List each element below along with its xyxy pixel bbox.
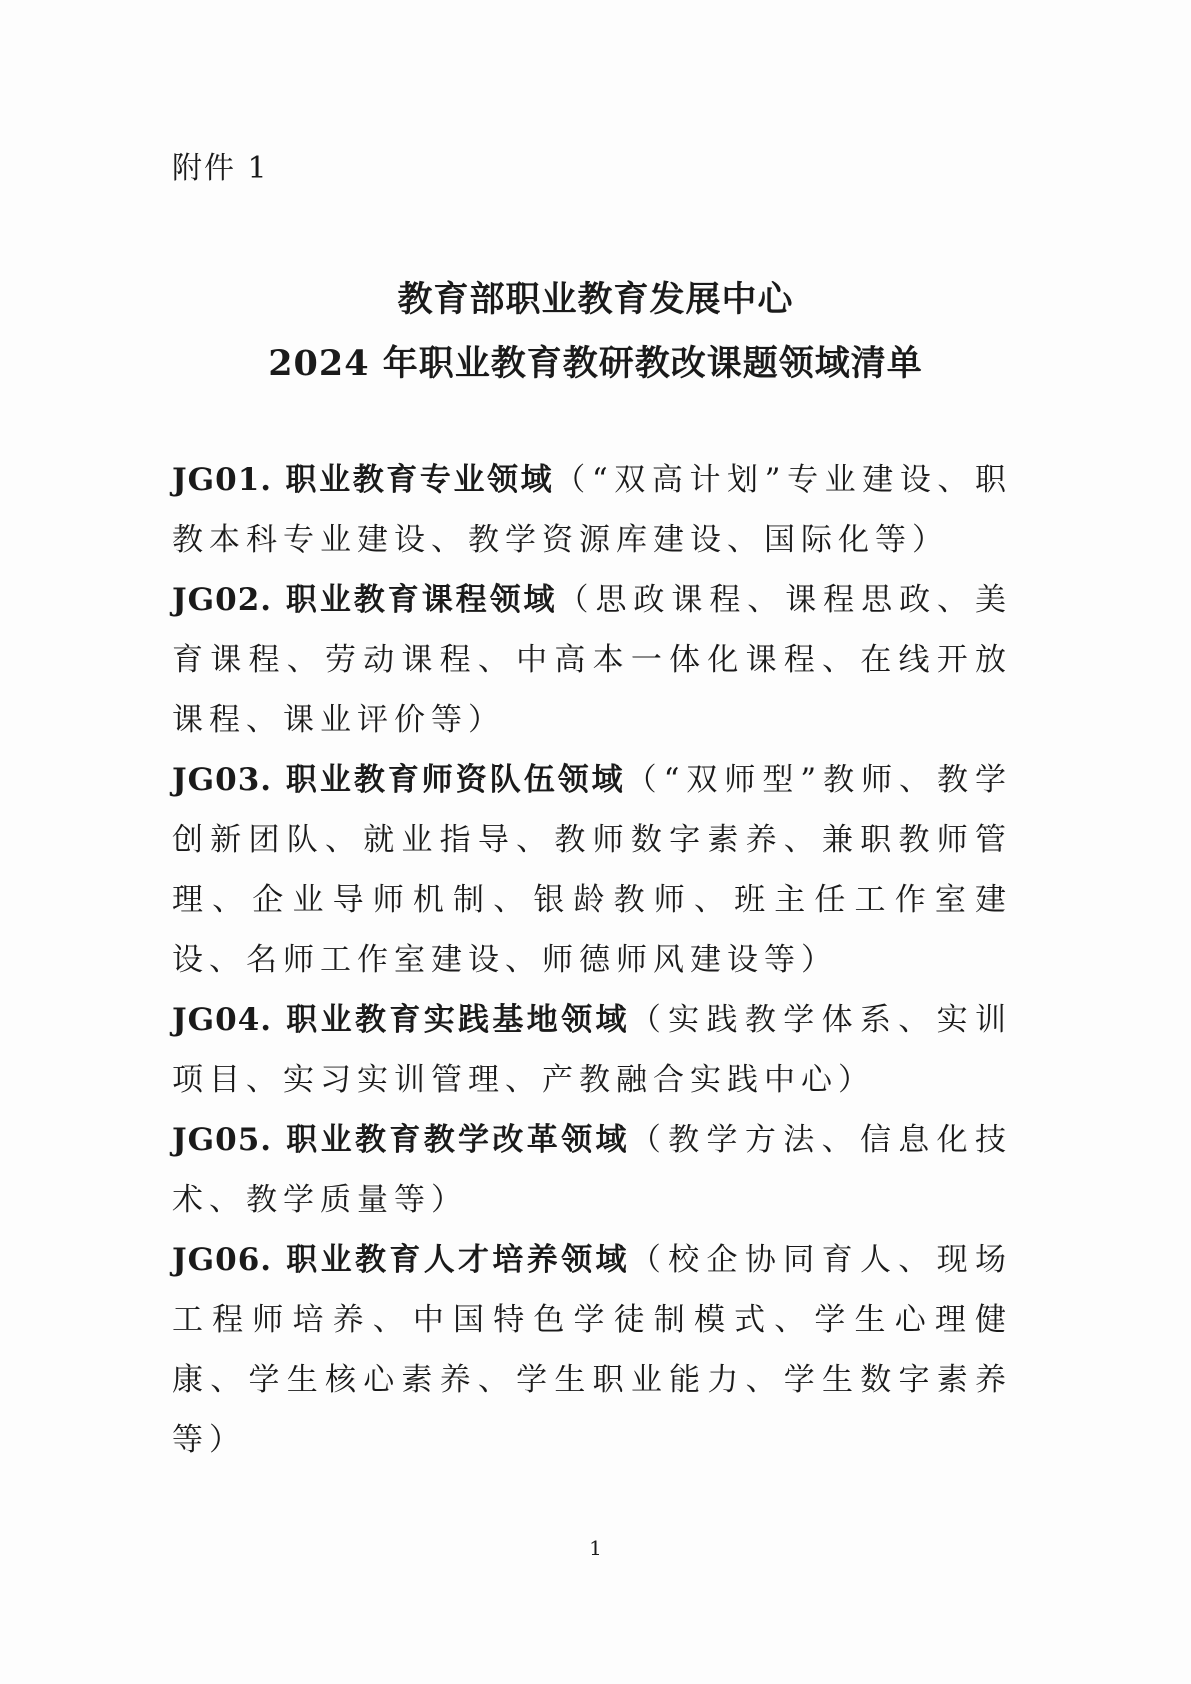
list-item bbox=[172, 1230, 1012, 1470]
item-field: 职业教育课程领域 bbox=[285, 582, 558, 618]
document-title-line1: 教育部职业教育发展中心 bbox=[397, 279, 794, 320]
item-field: 职业教育人才培养领域 bbox=[286, 1242, 630, 1278]
list-item bbox=[172, 450, 1012, 570]
item-field: 职业教育专业领域 bbox=[285, 462, 555, 498]
list-item bbox=[172, 1110, 1012, 1230]
list-item bbox=[172, 570, 1012, 750]
item-field: 职业教育师资队伍领域 bbox=[285, 762, 626, 798]
document-title-line2: 2024 年职业教育教研教改课题领域清单 bbox=[268, 343, 923, 384]
item-code: JG05. bbox=[172, 1122, 273, 1158]
field-list bbox=[172, 450, 1012, 1470]
item-description: （教学方法、信息化技术、教学质量等） bbox=[172, 1122, 1013, 1218]
list-item bbox=[172, 750, 1012, 990]
attachment-label: 附件 1 bbox=[172, 151, 269, 186]
item-description: （思政课程、课程思政、美育课程、劳动课程、中高本一体化课程、在线开放课程、课业评价等） bbox=[172, 582, 1012, 738]
page-number: 1 bbox=[589, 1536, 602, 1560]
item-code: JG03. bbox=[172, 762, 273, 798]
item-field: 职业教育实践基地领域 bbox=[286, 1002, 630, 1038]
item-code: JG01. bbox=[172, 462, 273, 498]
item-description: （“双高计划”专业建设、职教本科专业建设、教学资源库建设、国际化等） bbox=[172, 462, 1013, 558]
list-item bbox=[172, 990, 1012, 1110]
item-field: 职业教育教学改革领域 bbox=[286, 1122, 630, 1158]
item-code: JG06. bbox=[172, 1242, 273, 1278]
item-description: （“双师型”教师、教学创新团队、就业指导、教师数字素养、兼职教师管理、企业导师机制、银龄教师、班主任工作室建设、名师工作室建设、师德师风建设等） bbox=[172, 762, 1012, 978]
item-description: （校企协同育人、现场工程师培养、中国特色学徒制模式、学生心理健康、学生核心素养、学生职业能力、学生数字素养等） bbox=[172, 1242, 1013, 1458]
item-code: JG04. bbox=[172, 1002, 273, 1038]
item-code: JG02. bbox=[172, 582, 273, 618]
item-description: （实践教学体系、实训项目、实习实训管理、产教融合实践中心） bbox=[172, 1002, 1013, 1098]
